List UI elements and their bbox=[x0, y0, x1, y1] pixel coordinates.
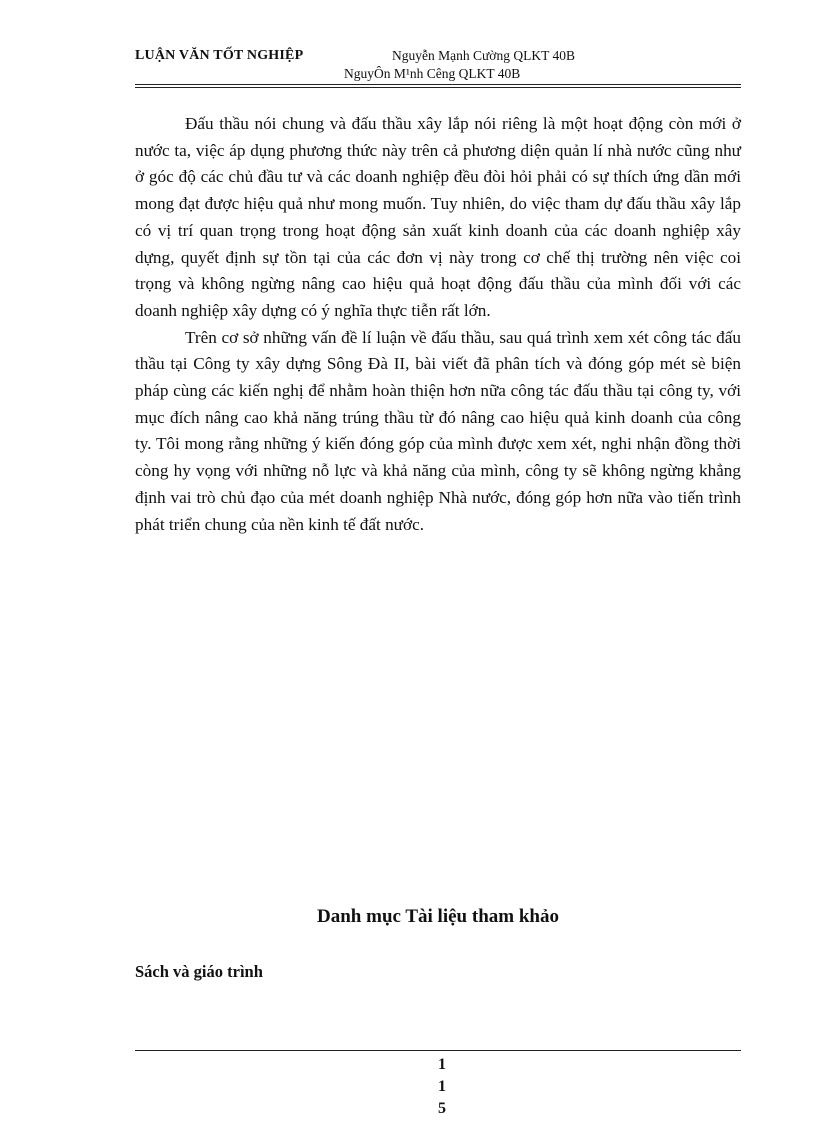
page-digit: 1 bbox=[438, 1056, 446, 1073]
footer-rule bbox=[135, 1050, 741, 1051]
header-rule-top bbox=[135, 84, 741, 85]
references-title: Danh mục Tài liệu tham khảo bbox=[317, 906, 559, 927]
body-text bbox=[135, 111, 741, 538]
page-digit: 1 bbox=[438, 1078, 446, 1095]
page-number bbox=[428, 1054, 456, 1120]
paragraph-1: Đấu thầu nói chung và đấu thầu xây lắp nói riêng là một hoạt động còn mới ở nước ta, việc áp dụng phương thức này trên cả phương diện quản lí nhà nước cũng như ở góc độ các chủ đầu tư và các doanh nghiệp đều đòi hỏi phải có sự thích ứng dần mới mong đạt được hiệu quả như mong muốn. Tuy nhiên, do việc tham dự đấu thầu xây lắp có vị trí quan trọng trong hoạt động sản xuất kinh doanh của các doanh nghiệp xây dựng, quyết định sự tồn tại của các đơn vị này trong cơ chế thị trường nên việc coi trọng và không ngừng nâng cao hiệu quả hoạt động đấu thầu của mình đối với các doanh nghiệp xây dựng có ý nghĩa thực tiễn rất lớn. bbox=[135, 114, 741, 320]
paragraph-2: Trên cơ sở những vấn đề lí luận về đấu thầu, sau quá trình xem xét công tác đấu thầu tại Công ty xây dựng Sông Đà II, bài viết đã phân tích và đóng góp mét sè biện pháp cùng các kiến nghị để nhằm hoàn thiện hơn nữa công tác đấu thầu tại công ty, với mục đích nâng cao khả năng trúng thầu từ đó nâng cao hiệu quả kinh doanh của công ty. Tôi mong rằng những ý kiến đóng góp của mình được xem xét, nghi nhận đồng thời còng hy vọng với những nỗ lực và khả năng của mình, công ty sẽ không ngừng khẳng định vai trò chủ đạo của mét doanh nghiệp Nhà nước, đóng góp hơn nữa vào tiến trình phát triển chung của nền kinh tế đất nước. bbox=[135, 327, 741, 534]
header-rule-bottom bbox=[135, 87, 741, 88]
page-digit: 5 bbox=[438, 1100, 446, 1117]
author-line-2: NguyÔn M¹nh Cêng QLKT 40B bbox=[344, 66, 521, 81]
references-subheading: Sách và giáo trình bbox=[135, 962, 263, 981]
author-line-1: Nguyễn Mạnh Cường QLKT 40B bbox=[392, 48, 575, 63]
thesis-title: LUẬN VĂN TỐT NGHIỆP bbox=[135, 48, 304, 63]
